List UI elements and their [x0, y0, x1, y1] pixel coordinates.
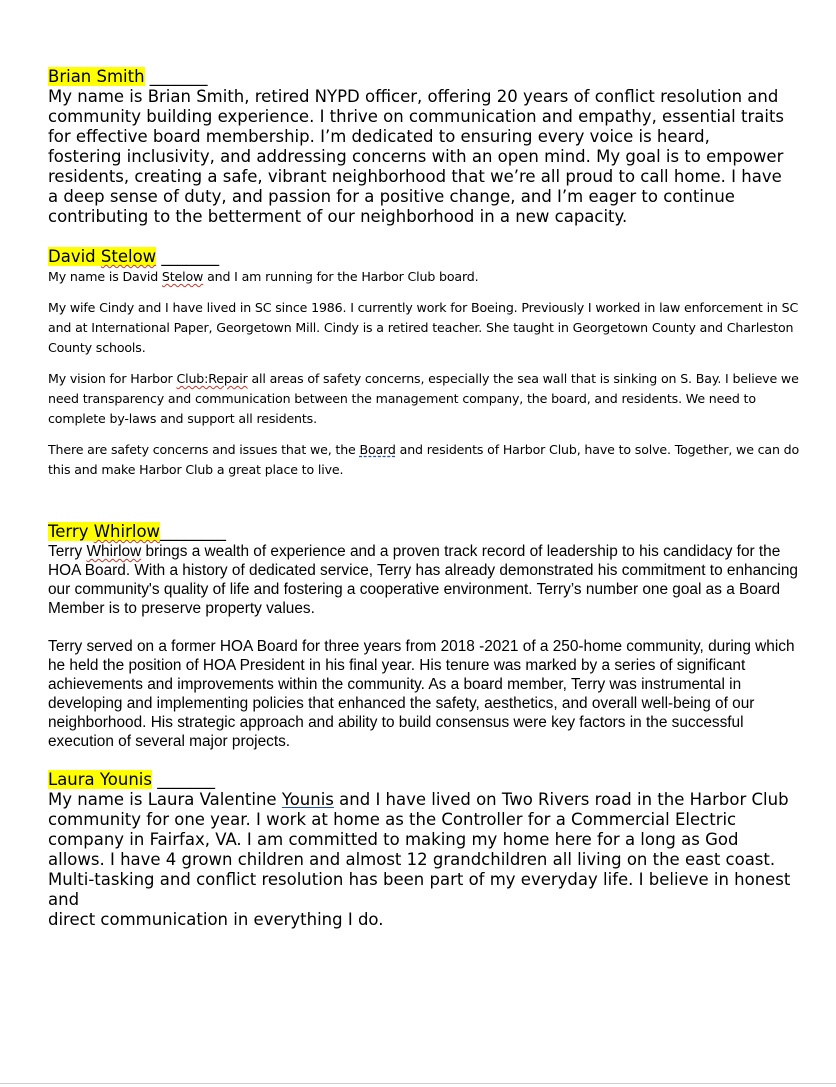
candidate-bio-paragraph: My wife Cindy and I have lived in SC since 1986. I currently work for Boeing. Previously I worked in law enforcement in SC and at International Paper, Georgetown Mill. Cindy is a retired teacher. She taught in Georgetown County and Charleston County schools.	[48, 300, 799, 355]
vote-blank: _______	[151, 770, 215, 789]
candidate-bio-paragraph: My name is Laura Valentine Younis and I have lived on Two Rivers road in the Harbor Club community for one year. I work at home as the Controller for a Commercial Electric company in Fairfax, VA. I am committed to making my home here for a long as God allows. I have 4 grown children and almost 12 grandchildren all living on the east coast. Multi-tasking and conflict resolution has been part of my everyday life. I believe in honest and	[48, 790, 791, 909]
candidate-name: Laura Younis	[48, 770, 152, 789]
candidate-name-line	[48, 770, 808, 790]
vote-blank: _______	[156, 247, 220, 266]
candidate-name-line	[48, 247, 808, 267]
candidate-bio: My name is Brian Smith, retired NYPD officer, offering 20 years of conflict resolution and community building experience. I thrive on communication and empathy, essential traits for effective board membership. I’m dedicated to ensuring every voice is heard, fostering inclusivity, and addressing concerns with an open mind. My goal is to empower residents, creating a safe, vibrant neighborhood that we’re all proud to call home. I have a deep sense of duty, and passion for a positive change, and I’m eager to continue contributing to the betterment of our neighborhood in a new capacity.	[48, 87, 785, 226]
candidate-laura-younis	[48, 770, 808, 930]
candidate-name: Brian Smith	[48, 67, 145, 86]
candidate-bio-paragraph: Terry served on a former HOA Board for three years from 2018 -2021 of a 250-home community, during which he held the position of HOA President in his final year. His tenure was marked by a series of significant achievements and improvements within the community. As a board member, Terry was instrumental in developing and implementing policies that enhanced the safety, aesthetics, and overall well-being of our neighborhood. His strategic approach and ability to build consensus were key factors in the successful execution of several major projects.	[48, 638, 795, 750]
spellcheck-word: Whirlow	[93, 522, 161, 541]
candidate-bio-paragraph: My name is David Stelow and I am running for the Harbor Club board.	[48, 269, 479, 284]
candidate-terry-whirlow	[48, 522, 808, 751]
spellcheck-word: Stelow	[161, 269, 204, 284]
candidate-name-line	[48, 522, 808, 542]
candidate-bio-paragraph: Terry Whirlow brings a wealth of experience and a proven track record of leadership to his candidacy for the HOA Board. With a history of dedicated service, Terry has already demonstrated his commitment to enhancing our community's quality of life and fostering a cooperative environment. Terry’s number one goal as a Board Member is to preserve property values.	[48, 543, 798, 617]
grammar-flag-word: Board	[359, 442, 396, 457]
candidate-bio-paragraph: My vision for Harbor Club:Repair all areas of safety concerns, especially the sea wall that is sinking on S. Bay. I believe we need transparency and communication between the management company, the board, and residents. We need to complete by-laws and support all residents.	[48, 371, 799, 426]
spellcheck-word: Club:Repair	[176, 371, 248, 386]
candidate-name: Terry Whirlow	[48, 522, 161, 541]
page-divider	[0, 1083, 836, 1084]
spellcheck-word: Stelow	[100, 247, 157, 266]
spellcheck-word: Younis	[281, 790, 334, 809]
spellcheck-word: Whirlow	[86, 543, 142, 560]
candidate-name-line	[48, 67, 808, 87]
candidate-brian-smith	[48, 67, 808, 227]
candidate-bio-paragraph: There are safety concerns and issues that we, the Board and residents of Harbor Club, have to solve. Together, we can do this and make Harbor Club a great place to live.	[48, 442, 800, 477]
candidate-bio-paragraph: direct communication in everything I do.	[48, 910, 384, 929]
vote-blank: _______	[144, 67, 208, 86]
vote-blank: ________	[160, 522, 227, 541]
candidate-name: David Stelow	[48, 247, 157, 266]
candidate-david-stelow	[48, 247, 808, 480]
